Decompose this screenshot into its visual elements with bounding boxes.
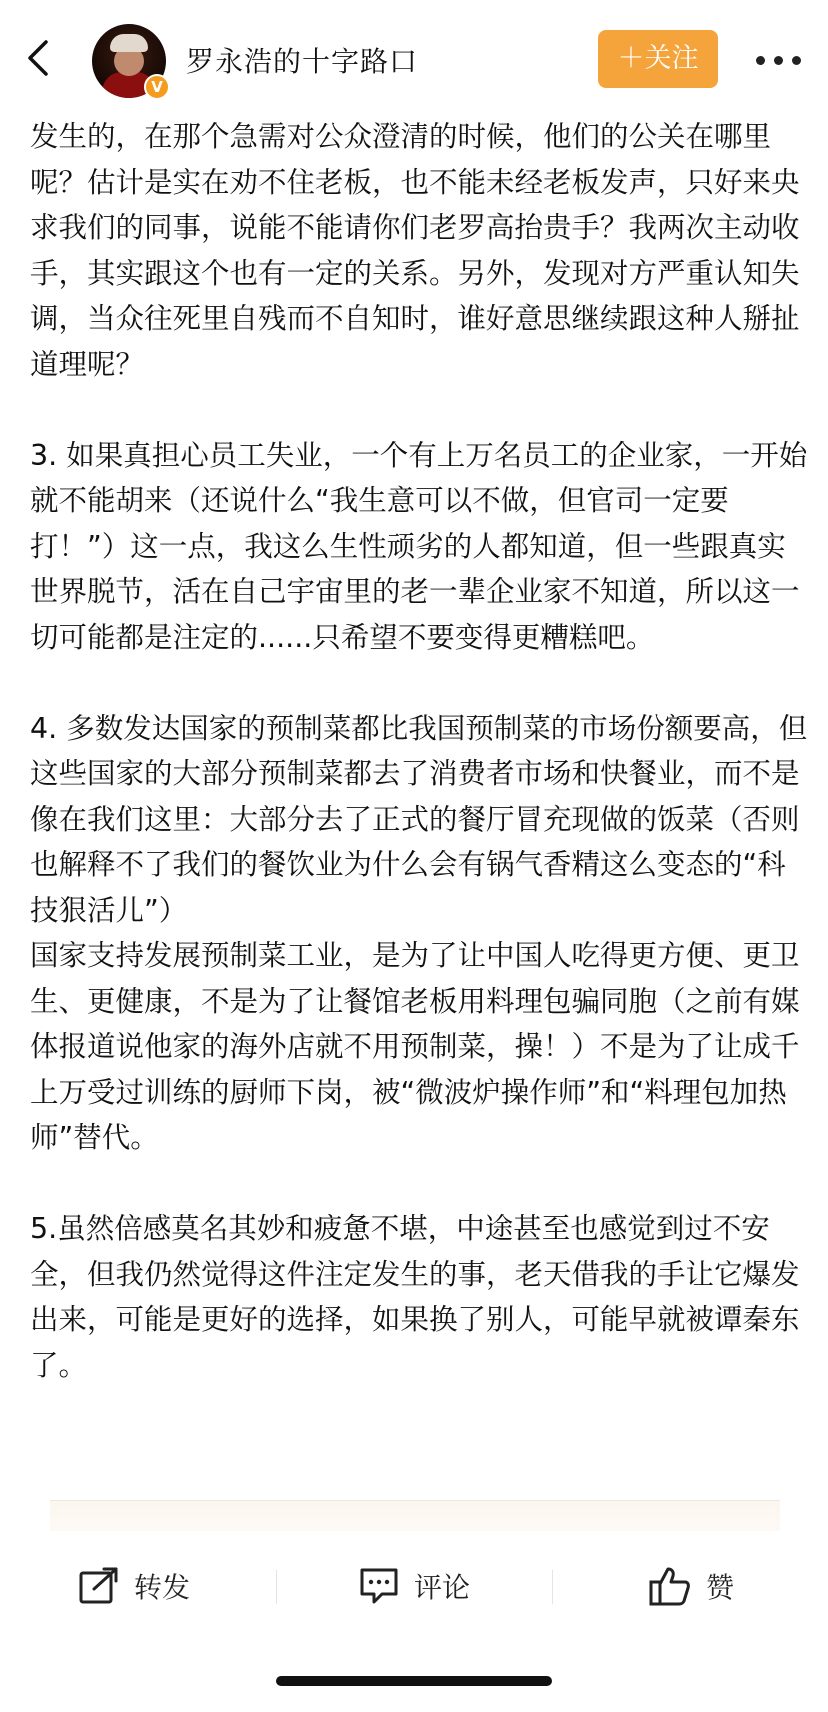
repost-label: 转发 — [134, 1571, 191, 1604]
content-fade — [50, 1500, 780, 1531]
home-indicator[interactable] — [276, 1676, 552, 1686]
repost-icon — [78, 1567, 120, 1605]
more-icon[interactable] — [752, 44, 808, 74]
like-icon — [648, 1565, 692, 1607]
repost-button[interactable] — [78, 1540, 190, 1632]
account-name[interactable]: 罗永浩的十字路口 — [186, 45, 419, 78]
divider — [276, 1570, 277, 1604]
like-button[interactable] — [648, 1540, 734, 1632]
comment-label: 评论 — [414, 1571, 471, 1604]
post-paragraph: 国家支持发展预制菜工业，是为了让中国人吃得更方便、更卫生、更健康，不是为了让餐馆老板用料理包骗同胞（之前有媒体报道说他家的海外店就不用预制菜，操！）不是为了让成千上万受过训练的厨师下岗，被“微波炉操作师”和“料理包加热师”替代。 — [30, 939, 800, 1154]
follow-button[interactable]: ＋关注 — [598, 30, 718, 88]
post-paragraph: 4. 多数发达国家的预制菜都比我国预制菜的市场份额要高，但这些国家的大部分预制菜都去了消费者市场和快餐业，而不是像在我们这里：大部分去了正式的餐厅冒充现做的饭菜（否则也解释不了我们的餐饮业为什么会有锅气香精这么变态的“科技狠活儿”） — [30, 711, 808, 927]
divider — [552, 1570, 553, 1604]
comment-icon — [358, 1566, 400, 1606]
verified-icon: V — [144, 74, 170, 100]
top-bar — [0, 0, 828, 120]
like-label: 赞 — [706, 1571, 735, 1604]
post-paragraph: 3. 如果真担心员工失业，一个有上万名员工的企业家，一开始就不能胡来（还说什么“我生意可以不做，但官司一定要打！”）这一点，我这么生性顽劣的人都知道，但一些跟真实世界脱节，活在自己宇宙里的老一辈企业家不知道，所以这一切可能都是注定的......只希望不要变得更糟糕吧。 — [30, 438, 808, 654]
action-bar — [0, 1540, 828, 1632]
post-paragraph: 5.虽然倍感莫名其妙和疲惫不堪，中途甚至也感觉到过不安全，但我仍然觉得这件注定发生的事，老天借我的手让它爆发出来，可能是更好的选择，如果换了别人，可能早就被谭秦东了。 — [30, 1212, 800, 1382]
back-arrow-icon — [20, 38, 60, 78]
post-paragraph: 发生的，在那个急需对公众澄清的时候，他们的公关在哪里呢？估计是实在劝不住老板，也不能未经老板发声，只好来央求我们的同事，说能不能请你们老罗高抬贵手？我两次主动收手，其实跟这个也有一定的关系。另外，发现对方严重认知失调，当众往死里自残而不自知时，谁好意思继续跟这种人掰扯道理呢？ — [30, 120, 800, 381]
comment-button[interactable] — [358, 1540, 470, 1632]
back-button[interactable] — [20, 38, 60, 78]
post-body — [30, 86, 810, 1388]
